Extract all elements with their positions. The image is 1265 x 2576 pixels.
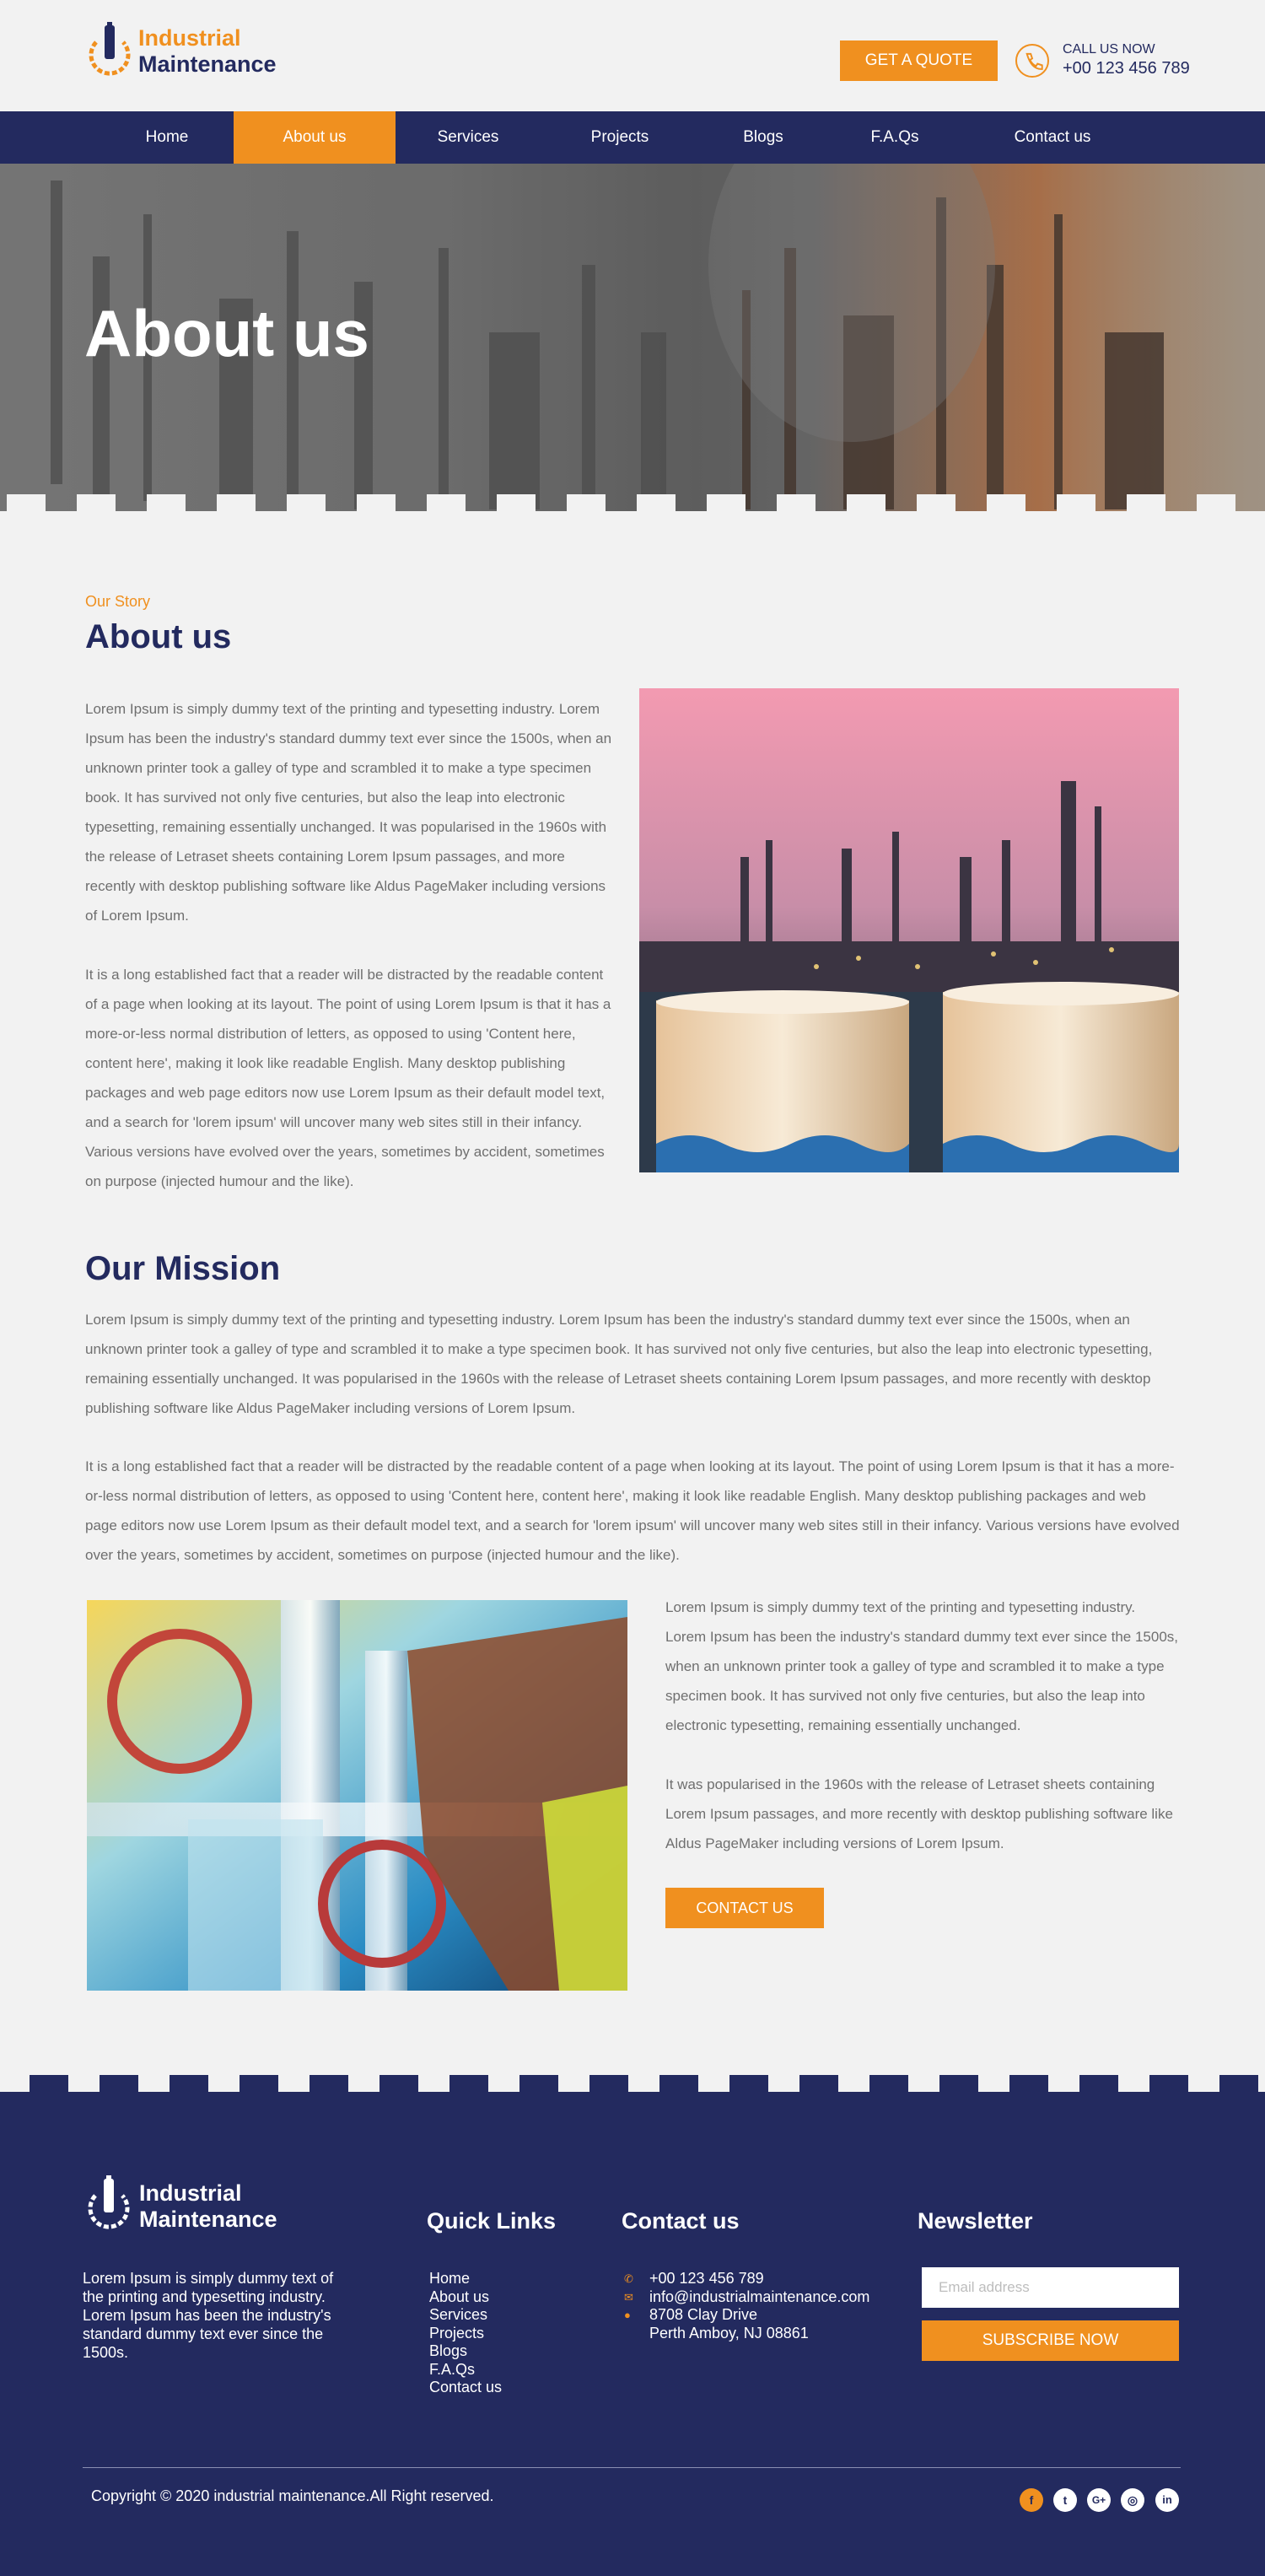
instagram-icon[interactable]: ◎ <box>1121 2488 1144 2512</box>
refinery-tanks-image <box>639 688 1179 1172</box>
edge-tooth <box>567 494 606 513</box>
edge-tooth <box>847 494 886 513</box>
newsletter-heading: Newsletter <box>918 2208 1033 2234</box>
edge-tooth <box>1079 2075 1118 2094</box>
hero-title: About us <box>84 296 369 370</box>
subscribe-now-button[interactable]: SUBSCRIBE NOW <box>922 2320 1179 2361</box>
edge-tooth <box>987 494 1025 513</box>
edge-tooth <box>1127 494 1165 513</box>
edge-tooth <box>310 2075 348 2094</box>
edge-tooth <box>1197 494 1235 513</box>
logo-mark-icon <box>84 20 135 79</box>
footer-logo[interactable] <box>83 2174 303 2233</box>
footer-logo-line2: Maintenance <box>139 2207 277 2232</box>
hero-banner <box>0 164 1265 511</box>
footer-logo-line1: Industrial <box>139 2180 242 2206</box>
footer-phone[interactable]: ✆ +00 123 456 789 <box>624 2270 764 2287</box>
edge-tooth <box>357 494 396 513</box>
quick-link-contact-us[interactable]: Contact us <box>429 2379 503 2395</box>
edge-tooth <box>917 494 955 513</box>
quick-links-heading: Quick Links <box>427 2208 557 2234</box>
edge-tooth <box>519 2075 558 2094</box>
edge-tooth <box>799 2075 838 2094</box>
edge-tooth <box>77 494 116 513</box>
edge-tooth <box>147 494 186 513</box>
nav-item-home[interactable]: Home <box>145 128 189 146</box>
story-eyebrow: Our Story <box>85 593 151 610</box>
mission-side-paragraph-1: Lorem Ipsum is simply dummy text of the printing and typesetting industry. Lorem Ipsum has been the industry's standard dummy text ever since the 1500s, when an unknown printer took a galley of type and scrambled it to make a type specimen book. It has survived not only five centuries, but also the leap into electronic typesetting, remaining essentially unchanged. <box>665 1599 1179 1733</box>
footer-email[interactable]: ✉ info@industrialmaintenance.com <box>624 2288 870 2305</box>
nav-item-about-us[interactable]: About us <box>234 111 396 164</box>
edge-tooth <box>217 494 256 513</box>
quick-link-projects[interactable]: Projects <box>429 2324 485 2342</box>
quick-link-services[interactable]: Services <box>429 2306 488 2323</box>
nav-item-faqs[interactable]: F.A.Qs <box>870 128 919 146</box>
hero-bottom-edge-decoration <box>0 494 1265 513</box>
footer-logo-mark-icon <box>83 2174 134 2233</box>
edge-tooth <box>729 2075 768 2094</box>
logo-name-line1: Industrial <box>138 25 241 51</box>
edge-tooth <box>30 2075 68 2094</box>
edge-tooth <box>287 494 326 513</box>
footer-about-text: Lorem Ipsum is simply dummy text of the printing and typesetting industry. Lorem Ipsum has been the industry's standard dummy text ever since the 1500s. <box>83 2270 334 2361</box>
edge-tooth <box>449 2075 488 2094</box>
edge-tooth <box>380 2075 418 2094</box>
quick-link-about-us[interactable]: About us <box>429 2288 490 2305</box>
facebook-icon[interactable]: f <box>1020 2488 1043 2512</box>
main-nav <box>0 111 1265 164</box>
edge-tooth <box>7 494 46 513</box>
edge-tooth <box>939 2075 978 2094</box>
phone-icon <box>1015 44 1049 78</box>
edge-tooth <box>869 2075 908 2094</box>
footer-address-line2: Perth Amboy, NJ 08861 <box>649 2324 809 2342</box>
google-plus-icon[interactable]: G+ <box>1087 2488 1111 2512</box>
nav-item-projects[interactable]: Projects <box>590 128 649 146</box>
quick-link-blogs[interactable]: Blogs <box>429 2342 468 2359</box>
map-pin-icon: ● <box>624 2309 631 2321</box>
footer-divider <box>83 2467 1181 2468</box>
story-paragraph-2: It is a long established fact that a reader will be distracted by the readable content of a page when looking at its layout. The point of using Lorem Ipsum is that it has a more-or-less normal distribution of letters, as opposed to using 'Content here, content here', making it look like readable English. Many desktop publishing packages and web page editors now use Lorem Ipsum as their default model text, and a search for 'lorem ipsum' will uncover many web sites still in their infancy. Various versions have evolved over the years, sometimes by accident, sometimes on purpose (injected humour and the like). <box>85 967 611 1189</box>
mission-paragraph-1: Lorem Ipsum is simply dummy text of the printing and typesetting industry. Lorem Ipsum has been the industry's standard dummy text ever since the 1500s, when an unknown printer took a galley of type and scrambled it to make a type specimen book. It has survived not only five centuries, but also the leap into electronic typesetting, remaining essentially unchanged. It was popularised in the 1960s with the release of Letraset sheets containing Lorem Ipsum passages, and more recently with desktop publishing software like Aldus PageMaker including versions of Lorem Ipsum. <box>85 1312 1153 1416</box>
quick-links-list <box>429 2270 502 2397</box>
nav-item-services[interactable]: Services <box>437 128 499 146</box>
story-paragraph-1: Lorem Ipsum is simply dummy text of the printing and typesetting industry. Lorem Ipsum has been the industry's standard dummy text ever since the 1500s, when an unknown printer took a galley of type and scrambled it to make a type specimen book. It has survived not only five centuries, but also the leap into electronic typesetting, remaining essentially unchanged. It was popularised in the 1960s with the release of Letraset sheets containing Lorem Ipsum passages, and more recently with desktop publishing software like Aldus PageMaker including versions of Lorem Ipsum. <box>85 701 612 924</box>
edge-tooth <box>1219 2075 1258 2094</box>
mission-heading: Our Mission <box>85 1250 281 1287</box>
copyright-text: Copyright © 2020 industrial maintenance.All Right reserved. <box>91 2487 494 2504</box>
story-heading: About us <box>85 618 232 655</box>
edge-tooth <box>637 494 676 513</box>
pipes-valve-image <box>87 1600 627 1991</box>
logo-name-line2: Maintenance <box>138 51 277 77</box>
edge-tooth <box>240 2075 278 2094</box>
edge-tooth <box>170 2075 208 2094</box>
site-header <box>0 0 1265 111</box>
edge-tooth <box>707 494 746 513</box>
envelope-icon: ✉ <box>624 2290 633 2304</box>
site-logo[interactable] <box>84 20 287 79</box>
mission-paragraph-2: It is a long established fact that a reader will be distracted by the readable content of a page when looking at its layout. The point of using Lorem Ipsum is that it has a more-or-less normal distribution of letters, as opposed to using 'Content here, content here', making it look like readable English. Many desktop publishing packages and web page editors now use Lorem Ipsum as their default model text, and a search for 'lorem ipsum' will uncover many web sites still in their infancy. Various versions have evolved over the years, sometimes by accident, sometimes on purpose (injected humour and the like). <box>85 1458 1180 1563</box>
edge-tooth <box>1149 2075 1188 2094</box>
edge-tooth <box>777 494 816 513</box>
mission-side-paragraph-2: It was popularised in the 1960s with the release of Letraset sheets containing Lorem Ipsum passages, and more recently with desktop publishing software like Aldus PageMaker including versions of Lorem Ipsum. <box>665 1776 1173 1851</box>
get-a-quote-button[interactable]: GET A QUOTE <box>840 40 998 81</box>
nav-item-contact-us[interactable]: Contact us <box>1014 128 1091 146</box>
linkedin-icon[interactable]: in <box>1155 2488 1179 2512</box>
edge-tooth <box>1009 2075 1048 2094</box>
call-label: CALL US NOW <box>1063 42 1155 57</box>
newsletter-email-input[interactable] <box>922 2267 1179 2308</box>
edge-tooth <box>659 2075 698 2094</box>
phone-icon: ✆ <box>624 2272 633 2285</box>
edge-tooth <box>1057 494 1095 513</box>
footer-contact-heading: Contact us <box>622 2208 740 2234</box>
call-number: +00 123 456 789 <box>1063 59 1190 78</box>
edge-tooth <box>497 494 536 513</box>
footer-top-edge-decoration <box>0 2075 1265 2094</box>
nav-item-blogs[interactable]: Blogs <box>743 128 783 146</box>
footer-address: ● 8708 Clay Drive <box>624 2306 758 2323</box>
edge-tooth <box>100 2075 138 2094</box>
twitter-icon[interactable]: t <box>1053 2488 1077 2512</box>
footer-contact-list <box>624 2270 869 2342</box>
contact-us-button[interactable]: CONTACT US <box>665 1888 824 1928</box>
edge-tooth <box>427 494 466 513</box>
edge-tooth <box>589 2075 628 2094</box>
call-us-block[interactable] <box>1015 40 1201 81</box>
quick-link-home[interactable]: Home <box>429 2270 471 2287</box>
quick-link-faqs[interactable]: F.A.Qs <box>429 2360 476 2378</box>
